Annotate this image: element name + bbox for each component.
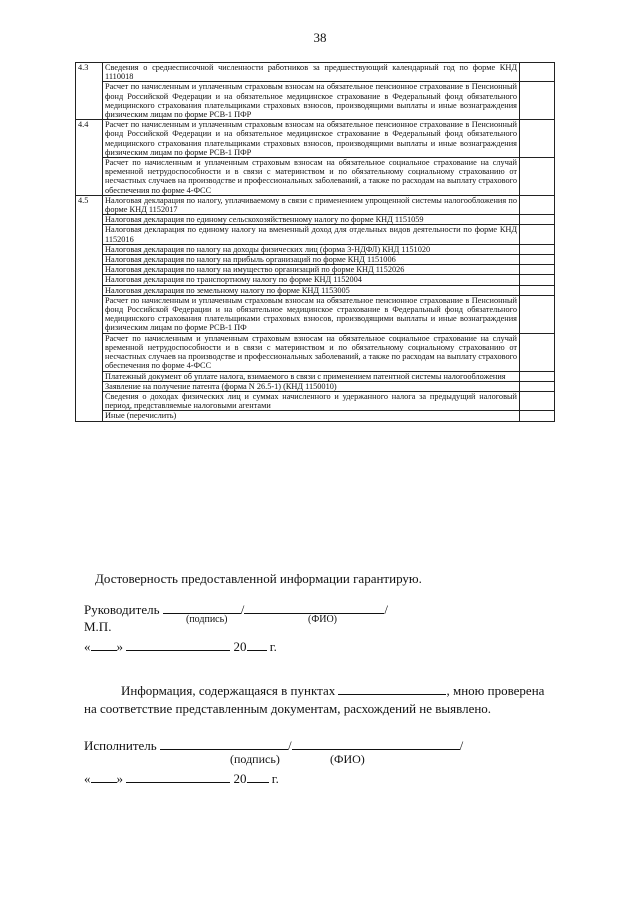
document-name-cell: Налоговая декларация по транспортному налогу по форме КНД 1152004	[103, 275, 520, 285]
document-name-cell: Налоговая декларация по налогу на имущество организаций по форме КНД 1152026	[103, 265, 520, 275]
document-name-cell: Расчет по начисленным и уплаченным страховым взносам на обязательное пенсионное страхование в Пенсионный фонд Российской Федерации и на обязательное медицинское страхование в Федеральный фонд обязательного медицинского страхования плательщиками страховых взносов, производящими выплаты и иные вознаграждения физическим лицам по форме РСВ-1 ПФ	[103, 295, 520, 333]
table-row	[76, 63, 555, 82]
executor-date-line: « » 20 г.	[84, 771, 279, 786]
section-number: 4.4	[76, 120, 103, 196]
stamp-label: М.П.	[84, 619, 112, 634]
document-name-cell: Расчет по начисленным и уплаченным страховым взносам на обязательное пенсионное страхование в Пенсионный фонд Российской Федерации и на обязательное медицинское страхование в Федеральный фонд обязательного медицинского страхования плательщиками страховых взносов, производящими выплаты и иные вознаграждения физическим лицам по форме РСВ-1 ПФР	[103, 82, 520, 120]
document-name-cell: Налоговая декларация по налогу на прибыль организаций по форме КНД 1151006	[103, 255, 520, 265]
head-fio-field[interactable]	[244, 602, 384, 614]
executor-year-field[interactable]	[247, 771, 269, 783]
info-points-field[interactable]	[338, 683, 446, 695]
executor-sign-field[interactable]	[160, 738, 288, 750]
mark-cell[interactable]	[520, 265, 555, 275]
mark-cell[interactable]	[520, 158, 555, 196]
head-day-field[interactable]	[91, 639, 117, 651]
table-row	[76, 120, 555, 158]
info-text-line1: Информация, содержащаяся в пунктах , мною проверена	[121, 683, 545, 698]
mark-cell[interactable]	[520, 295, 555, 333]
executor-fio-caption: (ФИО)	[330, 752, 365, 766]
mark-cell[interactable]	[520, 391, 555, 410]
mark-cell[interactable]	[520, 82, 555, 120]
executor-label: Исполнитель	[84, 738, 157, 753]
executor-fio-field[interactable]	[292, 738, 460, 750]
document-name-cell: Сведения о доходах физических лиц и суммах начисленного и удержанного налога за предыдущий налоговый период, представляемые налоговыми агентами	[103, 391, 520, 410]
table-row	[76, 82, 555, 120]
mark-cell[interactable]	[520, 215, 555, 225]
mark-cell[interactable]	[520, 381, 555, 391]
table-row	[76, 265, 555, 275]
table-row	[76, 158, 555, 196]
table-row	[76, 391, 555, 410]
document-name-cell: Расчет по начисленным и уплаченным страховым взносам на обязательное социальное страхование на случай временной нетрудоспособности и в связи с материнством и по обязательному социальному страхованию от несчастных случаев на производстве и профессиональных заболеваний, а также по расходам на выплату страхового обеспечения по форме 4-ФСС	[103, 158, 520, 196]
executor-month-field[interactable]	[126, 771, 230, 783]
executor-signature-line: Исполнитель / /	[84, 738, 464, 753]
guarantee-text: Достоверность предоставленной информации гарантирую.	[95, 571, 422, 586]
document-name-cell: Сведения о среднесписочной численности работников за предшествующий календарный год по форме КНД 1110018	[103, 63, 520, 82]
table-row	[76, 285, 555, 295]
mark-cell[interactable]	[520, 275, 555, 285]
table-row	[76, 195, 555, 214]
document-name-cell: Расчет по начисленным и уплаченным страховым взносам на обязательное пенсионное страхование в Пенсионный фонд Российской Федерации и на обязательное медицинское страхование в Федеральный фонд обязательного медицинского страхования плательщиками страховых взносов, производящими выплаты и иные вознаграждения физическим лицам по форме РСВ-1 ПФР	[103, 120, 520, 158]
table-row	[76, 244, 555, 254]
mark-cell[interactable]	[520, 371, 555, 381]
table-row	[76, 225, 555, 244]
table-row	[76, 255, 555, 265]
document-name-cell: Платежный документ об уплате налога, взимаемого в связи с применением патентной системы налогообложения	[103, 371, 520, 381]
page-number: 38	[313, 30, 327, 45]
document-name-cell: Налоговая декларация по земельному налогу по форме КНД 1153005	[103, 285, 520, 295]
table-row	[76, 333, 555, 371]
head-sign-caption: (подпись)	[186, 614, 228, 625]
mark-cell[interactable]	[520, 195, 555, 214]
section-number: 4.3	[76, 63, 103, 120]
executor-day-field[interactable]	[91, 771, 117, 783]
mark-cell[interactable]	[520, 411, 555, 421]
head-month-field[interactable]	[126, 639, 230, 651]
documents-table	[75, 62, 555, 422]
head-signature-line: Руководитель / /	[84, 602, 388, 617]
head-year-field[interactable]	[247, 639, 267, 651]
document-name-cell: Налоговая декларация по единому налогу на вмененный доход для отдельных видов деятельности по форме КНД 1152016	[103, 225, 520, 244]
mark-cell[interactable]	[520, 244, 555, 254]
document-name-cell: Налоговая декларация по единому сельскохозяйственному налогу по форме КНД 1151059	[103, 215, 520, 225]
head-fio-caption: (ФИО)	[308, 614, 338, 625]
table-row	[76, 381, 555, 391]
mark-cell[interactable]	[520, 255, 555, 265]
document-name-cell: Расчет по начисленным и уплаченным страховым взносам на обязательное социальное страхование на случай временной нетрудоспособности и в связи с материнством и по обязательному социальному страхованию от несчастных случаев на производстве и профессиональных заболеваний, а также по расходам на выплату страхового обеспечения по форме 4-ФСС	[103, 333, 520, 371]
document-name-cell: Налоговая декларация по налогу, уплачиваемому в связи с применением упрощенной системы налогообложения по форме КНД 1152017	[103, 195, 520, 214]
table-row	[76, 371, 555, 381]
table-row	[76, 215, 555, 225]
document-name-cell: Налоговая декларация по налогу на доходы физических лиц (форма 3-НДФЛ) КНД 1151020	[103, 244, 520, 254]
table-row	[76, 411, 555, 421]
mark-cell[interactable]	[520, 225, 555, 244]
document-name-cell: Иные (перечислить)	[103, 411, 520, 421]
head-date-line: « » 20 г.	[84, 639, 277, 654]
head-sign-field[interactable]	[163, 602, 241, 614]
head-label: Руководитель	[84, 602, 160, 617]
mark-cell[interactable]	[520, 285, 555, 295]
section-number: 4.5	[76, 195, 103, 421]
executor-sign-caption: (подпись)	[230, 752, 280, 766]
table-row	[76, 295, 555, 333]
mark-cell[interactable]	[520, 333, 555, 371]
mark-cell[interactable]	[520, 63, 555, 82]
table-row	[76, 275, 555, 285]
info-text-line2: на соответствие представленным документам, расхождений не выявлено.	[84, 701, 492, 716]
mark-cell[interactable]	[520, 120, 555, 158]
document-name-cell: Заявление на получение патента (форма N 26.5-1) (КНД 1150010)	[103, 381, 520, 391]
